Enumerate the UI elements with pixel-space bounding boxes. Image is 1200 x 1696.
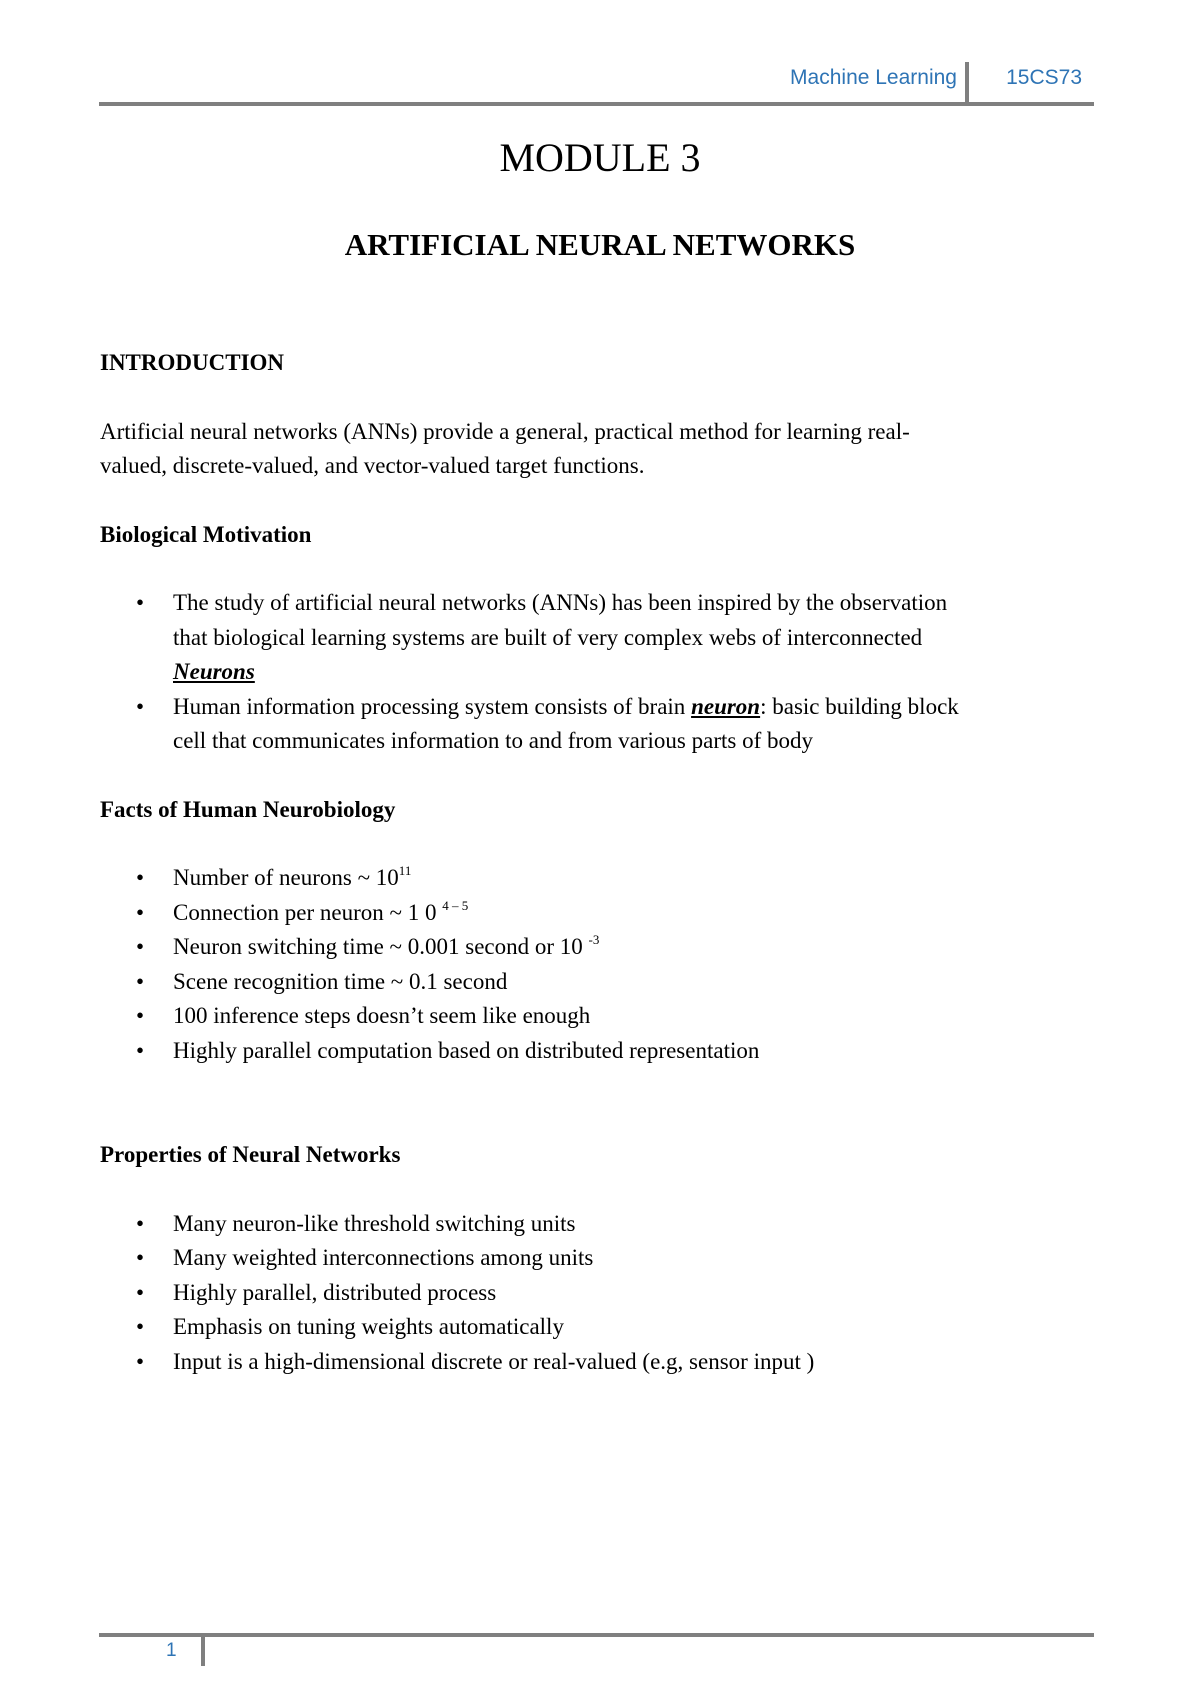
chapter-title: ARTIFICIAL NEURAL NETWORKS [344, 227, 856, 262]
list-item: • Many neuron-like threshold switching units [100, 1207, 1100, 1242]
bullet-icon: • [136, 1037, 145, 1063]
neurons-emphasis: Neurons [173, 659, 255, 684]
bullet-icon: • [136, 1210, 145, 1236]
list-item: • Many weighted interconnections among units [100, 1241, 1100, 1276]
bullet-icon: • [136, 693, 145, 719]
page-header [99, 62, 1092, 104]
bullet-icon: • [136, 590, 145, 615]
introduction-heading: INTRODUCTION [100, 350, 285, 375]
footer-divider [201, 1636, 205, 1666]
list-item: • Emphasis on tuning weights automatically [100, 1310, 1100, 1345]
list-item: • Highly parallel computation based on distributed representation [100, 1034, 1100, 1069]
bullet-icon: • [136, 1279, 145, 1305]
properties-heading: Properties of Neural Networks [100, 1142, 401, 1167]
list-item: • Highly parallel, distributed process [100, 1276, 1100, 1311]
bullet-icon: • [136, 1003, 145, 1028]
list-item: • 100 inference steps doesn’t seem like enough [100, 999, 1100, 1034]
bullet-icon: • [136, 934, 145, 959]
bullet-icon: • [136, 865, 145, 890]
list-item: • Connection per neuron ~ 1 0 $^{4 - 5}$ [100, 896, 1100, 931]
properties-list [100, 1207, 1100, 1380]
list-item: • Input is a high-dimensional discrete or real-valued (e.g, sensor input ) [100, 1345, 1100, 1380]
document-body [100, 346, 1100, 1379]
header-course-code: 15CS73 [1006, 66, 1082, 89]
introduction-paragraph [100, 415, 1100, 484]
bullet-icon: • [136, 1314, 145, 1339]
bullet-icon: • [136, 899, 145, 925]
list-item: • Number of neurons ~ $10^{11}$ [100, 861, 1100, 896]
module-title: MODULE 3 [499, 135, 701, 180]
bullet-icon: • [136, 1348, 145, 1374]
bullet-icon: • [136, 968, 145, 994]
neuron-emphasis: neuron [691, 693, 761, 719]
list-item: • The study of artificial neural networks (ANNs) has been inspired by the observation that biological learning systems are built of very complex webs of interconnected Neurons [100, 586, 1100, 690]
header-divider [965, 62, 969, 102]
header-rule [99, 102, 1094, 106]
bullet-icon: • [136, 1245, 145, 1270]
facts-heading: Facts of Human Neurobiology [100, 796, 396, 822]
list-item: • Neuron switching time ~ 0.001 second or 10 $^{-3}$ [100, 930, 1100, 965]
facts-list [100, 861, 1100, 1068]
introduction-line-1: Artificial neural networks (ANNs) provide a general, practical method for learning real- [100, 418, 910, 444]
header-subject: Machine Learning [790, 66, 957, 89]
page-number: 1 [166, 1640, 177, 1661]
footer-rule [99, 1633, 1094, 1637]
biological-motivation-heading: Biological Motivation [100, 521, 312, 547]
biological-motivation-list [100, 586, 1100, 759]
introduction-line-2: valued, discrete-valued, and vector-valued target functions. [100, 453, 645, 478]
list-item: • Human information processing system consists of brain neuron: basic building block cell that communicates information to and from various parts of body [100, 690, 1100, 759]
list-item: • Scene recognition time ~ 0.1 second [100, 965, 1100, 1000]
